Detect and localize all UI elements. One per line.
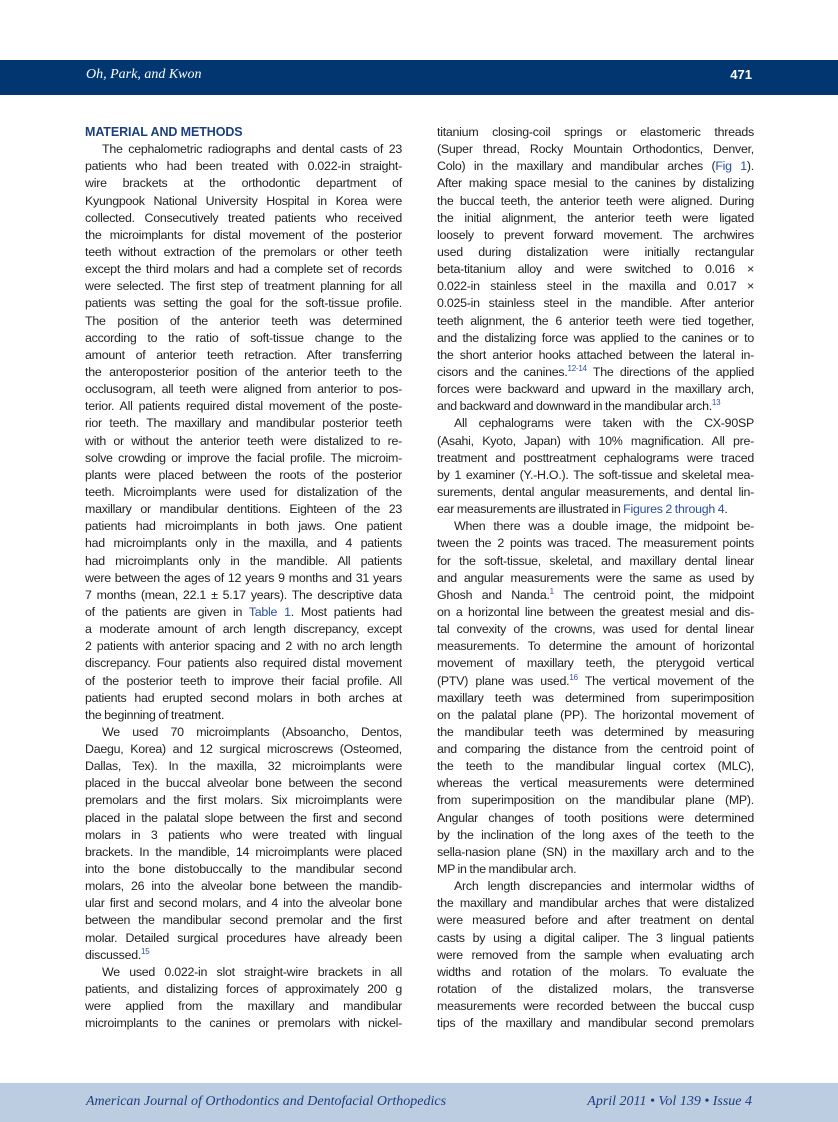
- text-segment: Ghosh and Nanda.: [437, 587, 550, 602]
- text-line: microimplants to the canines or premolars with nickel-: [85, 1016, 402, 1031]
- text-line: the maxillary and mandibular arches that were distalized: [437, 896, 754, 911]
- text-line: the buccal teeth, the anterior teeth were aligned. During: [437, 193, 754, 208]
- text-line: were measured before and after treatment on dental: [437, 913, 754, 928]
- text-line-with-figure-link: [437, 501, 754, 518]
- text-line-with-table-link: [85, 604, 402, 621]
- text-line: and angular measurements were the same as used by: [437, 570, 754, 585]
- text-line: patients was setting the goal for the soft-tissue profile.: [85, 296, 402, 311]
- text-line: maxillary or mandibular dentitions. Eighteen of the 23: [85, 502, 402, 517]
- text-line: (Asahi, Kyoto, Japan) with 10% magnification. All pre-: [437, 433, 754, 448]
- issue-info: April 2011 • Vol 139 • Issue 4: [587, 1094, 752, 1109]
- right-column: [437, 124, 754, 1032]
- text-line: Angular changes of tooth positions were determined: [437, 810, 754, 825]
- text-line: tips of the maxillary and mandibular second premolars: [437, 1016, 754, 1031]
- text-line: placed in the buccal alveolar bone between the second: [85, 776, 402, 791]
- text-line: patients had microimplants in both jaws. One patient: [85, 519, 402, 534]
- page-number: 471: [730, 67, 752, 82]
- table-1-link[interactable]: Table 1: [248, 604, 291, 619]
- figure-1-link[interactable]: Fig 1: [715, 159, 747, 174]
- text-line: discrepancy. Four patients also required distal movement: [85, 656, 402, 671]
- text-segment: .: [724, 502, 728, 517]
- text-line: rotation of the distalized molars, the transverse: [437, 982, 754, 997]
- text-line: terior. All patients required distal movement of the poste-: [85, 399, 402, 414]
- text-line: the microimplants for distal movement of the posterior: [85, 227, 402, 242]
- text-line: teeth without extraction of the premolars or other teeth: [85, 244, 402, 259]
- text-line: Dallas, Tex). In the maxilla, 32 microimplants were: [85, 759, 402, 774]
- text-line: on a horizontal line between the greatest mesial and dis-: [437, 604, 754, 619]
- left-column: [85, 124, 402, 1032]
- text-line: and comparing the distance from the centroid point of: [437, 742, 754, 757]
- text-line: by 1 examiner (Y.-H.O.). The soft-tissue and skeletal mea-: [437, 467, 754, 482]
- text-segment: . Most patients had: [290, 604, 402, 619]
- running-header-authors: Oh, Park, and Kwon: [86, 67, 202, 82]
- text-segment: The directions of the applied: [586, 364, 755, 379]
- text-line: measurements were recorded between the buccal cusp: [437, 999, 754, 1014]
- text-line: teeth. Microimplants were used for distalization of the: [85, 484, 402, 499]
- text-line: of the posterior teeth to improve their facial profile. All: [85, 673, 402, 688]
- text-segment: ear measurements are illustrated in: [437, 502, 624, 517]
- text-line: surements, dental angular measurements, and dental lin-: [437, 484, 754, 499]
- text-line: molar. Detailed surgical procedures have already been: [85, 930, 402, 945]
- citation-15[interactable]: 15: [141, 946, 150, 956]
- text-line: the anteroposterior position of the anterior teeth to the: [85, 364, 402, 379]
- text-line: were selected. The first step of treatment planning for all: [85, 279, 402, 294]
- text-line: plants were placed between the roots of the posterior: [85, 467, 402, 482]
- text-line: Arch length discrepancies and intermolar widths of: [454, 879, 754, 894]
- text-line: from superimposition on the mandibular plane (MP).: [437, 793, 754, 808]
- text-line: casts by using a digital caliper. The 3 lingual patients: [437, 930, 754, 945]
- text-line: tween the 2 points was traced. The measurement points: [437, 536, 754, 551]
- text-segment: of the patients are given in: [85, 604, 249, 619]
- text-line: (Super thread, Rocky Mountain Orthodontics, Denver,: [437, 142, 754, 157]
- text-line: wire brackets at the orthodontic department of: [85, 176, 402, 191]
- text-line: were removed from the sample when evaluating arch: [437, 947, 754, 962]
- text-line: had microimplants only in the maxilla, and 4 patients: [85, 536, 402, 551]
- text-segment: Colo) in the maxillary and mandibular arches (: [437, 159, 716, 174]
- text-line: occlusogram, all teeth were aligned from anterior to pos-: [85, 382, 402, 397]
- text-segment: (PTV) plane was used.: [437, 673, 570, 688]
- text-line: MP in the mandibular arch.: [437, 862, 577, 877]
- text-line-with-citation: [85, 947, 402, 964]
- text-segment: cisors and the canines.: [437, 364, 568, 379]
- text-line: had microimplants only in the mandible. All patients: [85, 553, 402, 568]
- figures-2-4-link[interactable]: Figures 2 through 4: [623, 502, 725, 517]
- text-line-with-figure-link: [437, 158, 754, 175]
- text-line: 2 patients with anterior spacing and 2 with no arch length: [85, 639, 402, 654]
- text-line: amount of anterior teeth retraction. After transferring: [85, 347, 402, 362]
- text-line: patients, and distalizing forces of approximately 200 g: [85, 982, 402, 997]
- text-line: the mandibular teeth was determined by measuring: [437, 724, 754, 739]
- text-line: The position of the anterior teeth was determined: [85, 313, 402, 328]
- text-line: sella-nasion plane (SN) in the maxillary arch and to the: [437, 844, 754, 859]
- section-heading: MATERIAL AND METHODS: [85, 125, 243, 139]
- citation-13[interactable]: 13: [711, 398, 721, 408]
- text-line: 0.022-in stainless steel in the maxilla and 0.017 ×: [437, 279, 754, 294]
- text-line: tal convexity of the crowns, was used for dental linear: [437, 622, 754, 637]
- text-line: and the distalizing force was applied to the canines or to: [437, 330, 754, 345]
- text-segment: ).: [746, 159, 754, 174]
- citation-12-14[interactable]: 12-14: [567, 363, 587, 373]
- text-line-with-citation: [437, 398, 754, 415]
- text-segment: The centroid point, the midpoint: [553, 587, 754, 602]
- text-line: loosely to prevent forward movement. The archwires: [437, 227, 754, 242]
- text-line: After making space mesial to the canines by distalizing: [437, 176, 754, 191]
- text-line: used during distalization were initially rectangular: [437, 244, 754, 259]
- text-line: molars, 26 into the alveolar bone between the mandib-: [85, 879, 402, 894]
- text-line: were between the ages of 12 years 9 months and 31 years: [85, 570, 402, 585]
- text-line: Kyungpook National University Hospital in Korea were: [85, 193, 402, 208]
- text-line: All cephalograms were taken with the CX-90SP: [454, 416, 754, 431]
- text-line: patients who had been treated with 0.022-in straight-: [85, 159, 402, 174]
- text-line: with or without the anterior teeth were distalized to re-: [85, 433, 402, 448]
- text-line: the short anterior hooks attached between the lateral in-: [437, 347, 754, 362]
- text-segment: discussed.: [85, 947, 142, 962]
- text-line-with-citation: [437, 673, 754, 690]
- text-line: 0.025-in stainless steel in the mandible. After anterior: [437, 296, 754, 311]
- text-line: When there was a double image, the midpoint be-: [454, 519, 754, 534]
- text-line: patients had erupted second molars in both arches at: [85, 690, 402, 705]
- text-line: into the bone distobuccally to the mandibular second: [85, 862, 402, 877]
- text-line: by the inclination of the long axes of the teeth to the: [437, 827, 754, 842]
- text-line: a moderate amount of arch length discrepancy, except: [85, 622, 402, 637]
- text-line-with-citation: [437, 364, 754, 381]
- text-line: brackets. In the mandible, 14 microimplants were placed: [85, 844, 402, 859]
- journal-name: American Journal of Orthodontics and Dentofacial Orthopedics: [86, 1094, 447, 1109]
- text-line: The cephalometric radiographs and dental casts of 23: [102, 142, 402, 157]
- citation-16[interactable]: 16: [569, 672, 578, 682]
- text-line: molars in 3 patients who were treated with lingual: [85, 827, 402, 842]
- text-line: We used 0.022-in slot straight-wire brackets in all: [102, 964, 402, 979]
- text-line: widths and rotation of the molars. To evaluate the: [437, 964, 754, 979]
- citation-1[interactable]: 1: [549, 586, 554, 596]
- text-line: titanium closing-coil springs or elastomeric threads: [437, 125, 754, 139]
- text-line: according to the ratio of soft-tissue change to the: [85, 330, 402, 345]
- text-line: the initial alignment, the anterior teeth were ligated: [437, 210, 754, 225]
- text-line: were applied from the maxillary and mandibular: [85, 999, 402, 1014]
- text-segment: and backward and downward in the mandibular arch.: [437, 399, 712, 414]
- text-line: collected. Consecutively treated patients who received: [85, 210, 402, 225]
- text-line: except the third molars and had a complete set of records: [85, 262, 402, 277]
- text-line: movement of maxillary teeth, the pterygoid vertical: [437, 656, 754, 671]
- text-line: on the palatal plane (PP). The horizontal movement of: [437, 707, 754, 722]
- text-line: teeth alignment, the 6 anterior teeth were tied together,: [437, 313, 754, 328]
- text-line: forces were backward and upward in the maxillary arch,: [437, 382, 754, 397]
- text-line: whereas the vertical measurements were determined: [437, 776, 754, 791]
- text-line: Daegu, Korea) and 12 surgical microscrews (Osteomed,: [85, 742, 402, 757]
- text-line: We used 70 microimplants (Absoancho, Dentos,: [102, 724, 402, 739]
- text-line: between the mandibular second premolar and the first: [85, 913, 402, 928]
- text-line: treatment and posttreatment cephalograms were traced: [437, 450, 754, 465]
- text-line: 7 months (mean, 22.1 ± 5.17 years). The descriptive data: [85, 587, 402, 602]
- text-segment: The vertical movement of the: [577, 673, 754, 688]
- text-line-with-citation: [437, 587, 754, 604]
- text-line: premolars and the first molars. Six microimplants were: [85, 793, 402, 808]
- text-line: beta-titanium alloy and were switched to 0.016 ×: [437, 262, 754, 277]
- text-line: placed in the palatal slope between the first and second: [85, 810, 402, 825]
- text-line: for the soft-tissue, skeletal, and maxillary dental linear: [437, 553, 754, 568]
- text-line: solve crowding or improve the facial profile. The microim-: [85, 450, 402, 465]
- text-line: rior teeth. The maxillary and mandibular posterior teeth: [85, 416, 402, 431]
- text-line: ular first and second molars, and 4 into the alveolar bone: [85, 896, 402, 911]
- text-line: maxillary teeth was determined from superimposition: [437, 690, 754, 705]
- text-line: the beginning of treatment.: [85, 707, 225, 722]
- text-line: measurements. To determine the amount of horizontal: [437, 639, 754, 654]
- text-line: the teeth to the mandibular lingual cortex (MLC),: [437, 759, 754, 774]
